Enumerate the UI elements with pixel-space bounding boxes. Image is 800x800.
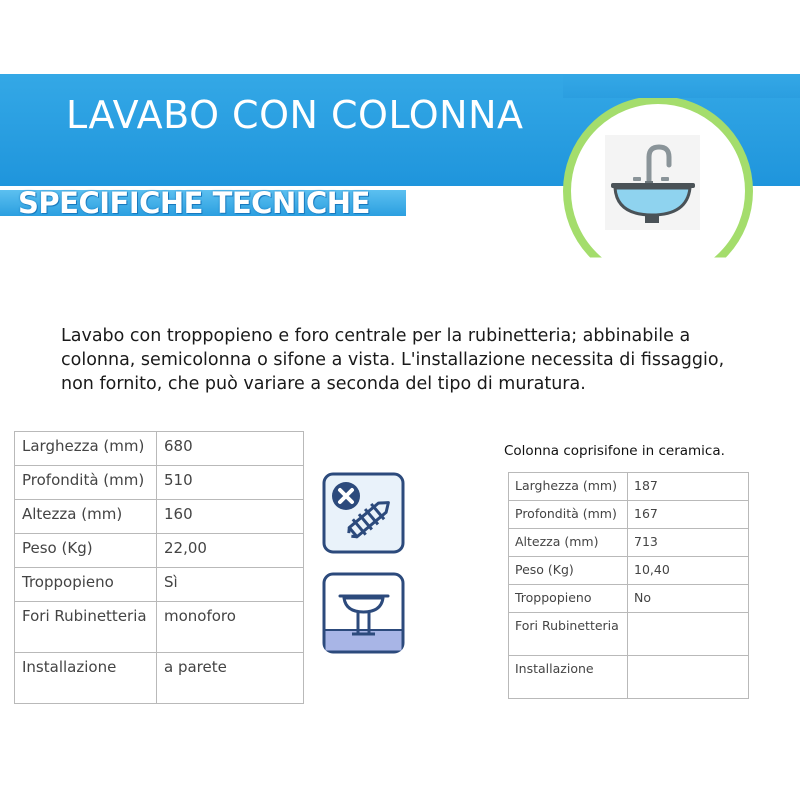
- spec-label: Profondità (mm): [509, 501, 628, 529]
- spec-label: Troppopieno: [509, 585, 628, 613]
- table-row: [509, 656, 749, 699]
- spec-value: [628, 613, 749, 656]
- spec-label: Installazione: [509, 656, 628, 699]
- pedestal-sink-icon: [322, 572, 405, 654]
- spec-value: 680: [157, 432, 304, 466]
- spec-label: Altezza (mm): [509, 529, 628, 557]
- spec-value: 22,00: [157, 534, 304, 568]
- spec-value: 510: [157, 466, 304, 500]
- spec-value: No: [628, 585, 749, 613]
- table-row: [509, 585, 749, 613]
- spec-label: Larghezza (mm): [509, 473, 628, 501]
- spec-label: Fori Rubinetteria: [509, 613, 628, 656]
- spec-label: Peso (Kg): [509, 557, 628, 585]
- spec-value: 10,40: [628, 557, 749, 585]
- spec-label: Peso (Kg): [15, 534, 157, 568]
- spec-value: [628, 656, 749, 699]
- page-subtitle: SPECIFICHE TECNICHE: [18, 186, 370, 220]
- table-row: [15, 500, 304, 534]
- table-row: [509, 557, 749, 585]
- table-row: [15, 534, 304, 568]
- product-description: Lavabo con troppopieno e foro centrale per la rubinetteria; abbinabile a colonna, semicolonna o sifone a vista. L'installazione necessita di fissaggio, non fornito, che può variare a seconda del tipo di muratura.: [61, 326, 725, 394]
- table-row: [15, 466, 304, 500]
- spec-value: monoforo: [157, 602, 304, 653]
- colonna-specs-table: [508, 472, 749, 699]
- table-row: [509, 501, 749, 529]
- spec-label: Installazione: [15, 653, 157, 704]
- table-row: [509, 613, 749, 656]
- spec-value: 167: [628, 501, 749, 529]
- spec-label: Troppopieno: [15, 568, 157, 602]
- lavabo-specs-table: [14, 431, 304, 704]
- table-row: [15, 653, 304, 704]
- colonna-caption: Colonna coprisifone in ceramica.: [504, 443, 725, 459]
- page-title: LAVABO CON COLONNA: [66, 93, 524, 137]
- table-row: [15, 602, 304, 653]
- spec-value: 187: [628, 473, 749, 501]
- spec-value: a parete: [157, 653, 304, 704]
- spec-label: Profondità (mm): [15, 466, 157, 500]
- table-row: [509, 473, 749, 501]
- table-row: [15, 432, 304, 466]
- header-banner-top: [563, 74, 800, 98]
- spec-value: 160: [157, 500, 304, 534]
- wall-anchor-not-included-icon: [322, 472, 405, 554]
- sink-icon: [605, 135, 700, 230]
- spec-label: Larghezza (mm): [15, 432, 157, 466]
- table-row: [15, 568, 304, 602]
- spec-label: Altezza (mm): [15, 500, 157, 534]
- spec-value: 713: [628, 529, 749, 557]
- table-row: [509, 529, 749, 557]
- spec-value: Sì: [157, 568, 304, 602]
- spec-label: Fori Rubinetteria: [15, 602, 157, 653]
